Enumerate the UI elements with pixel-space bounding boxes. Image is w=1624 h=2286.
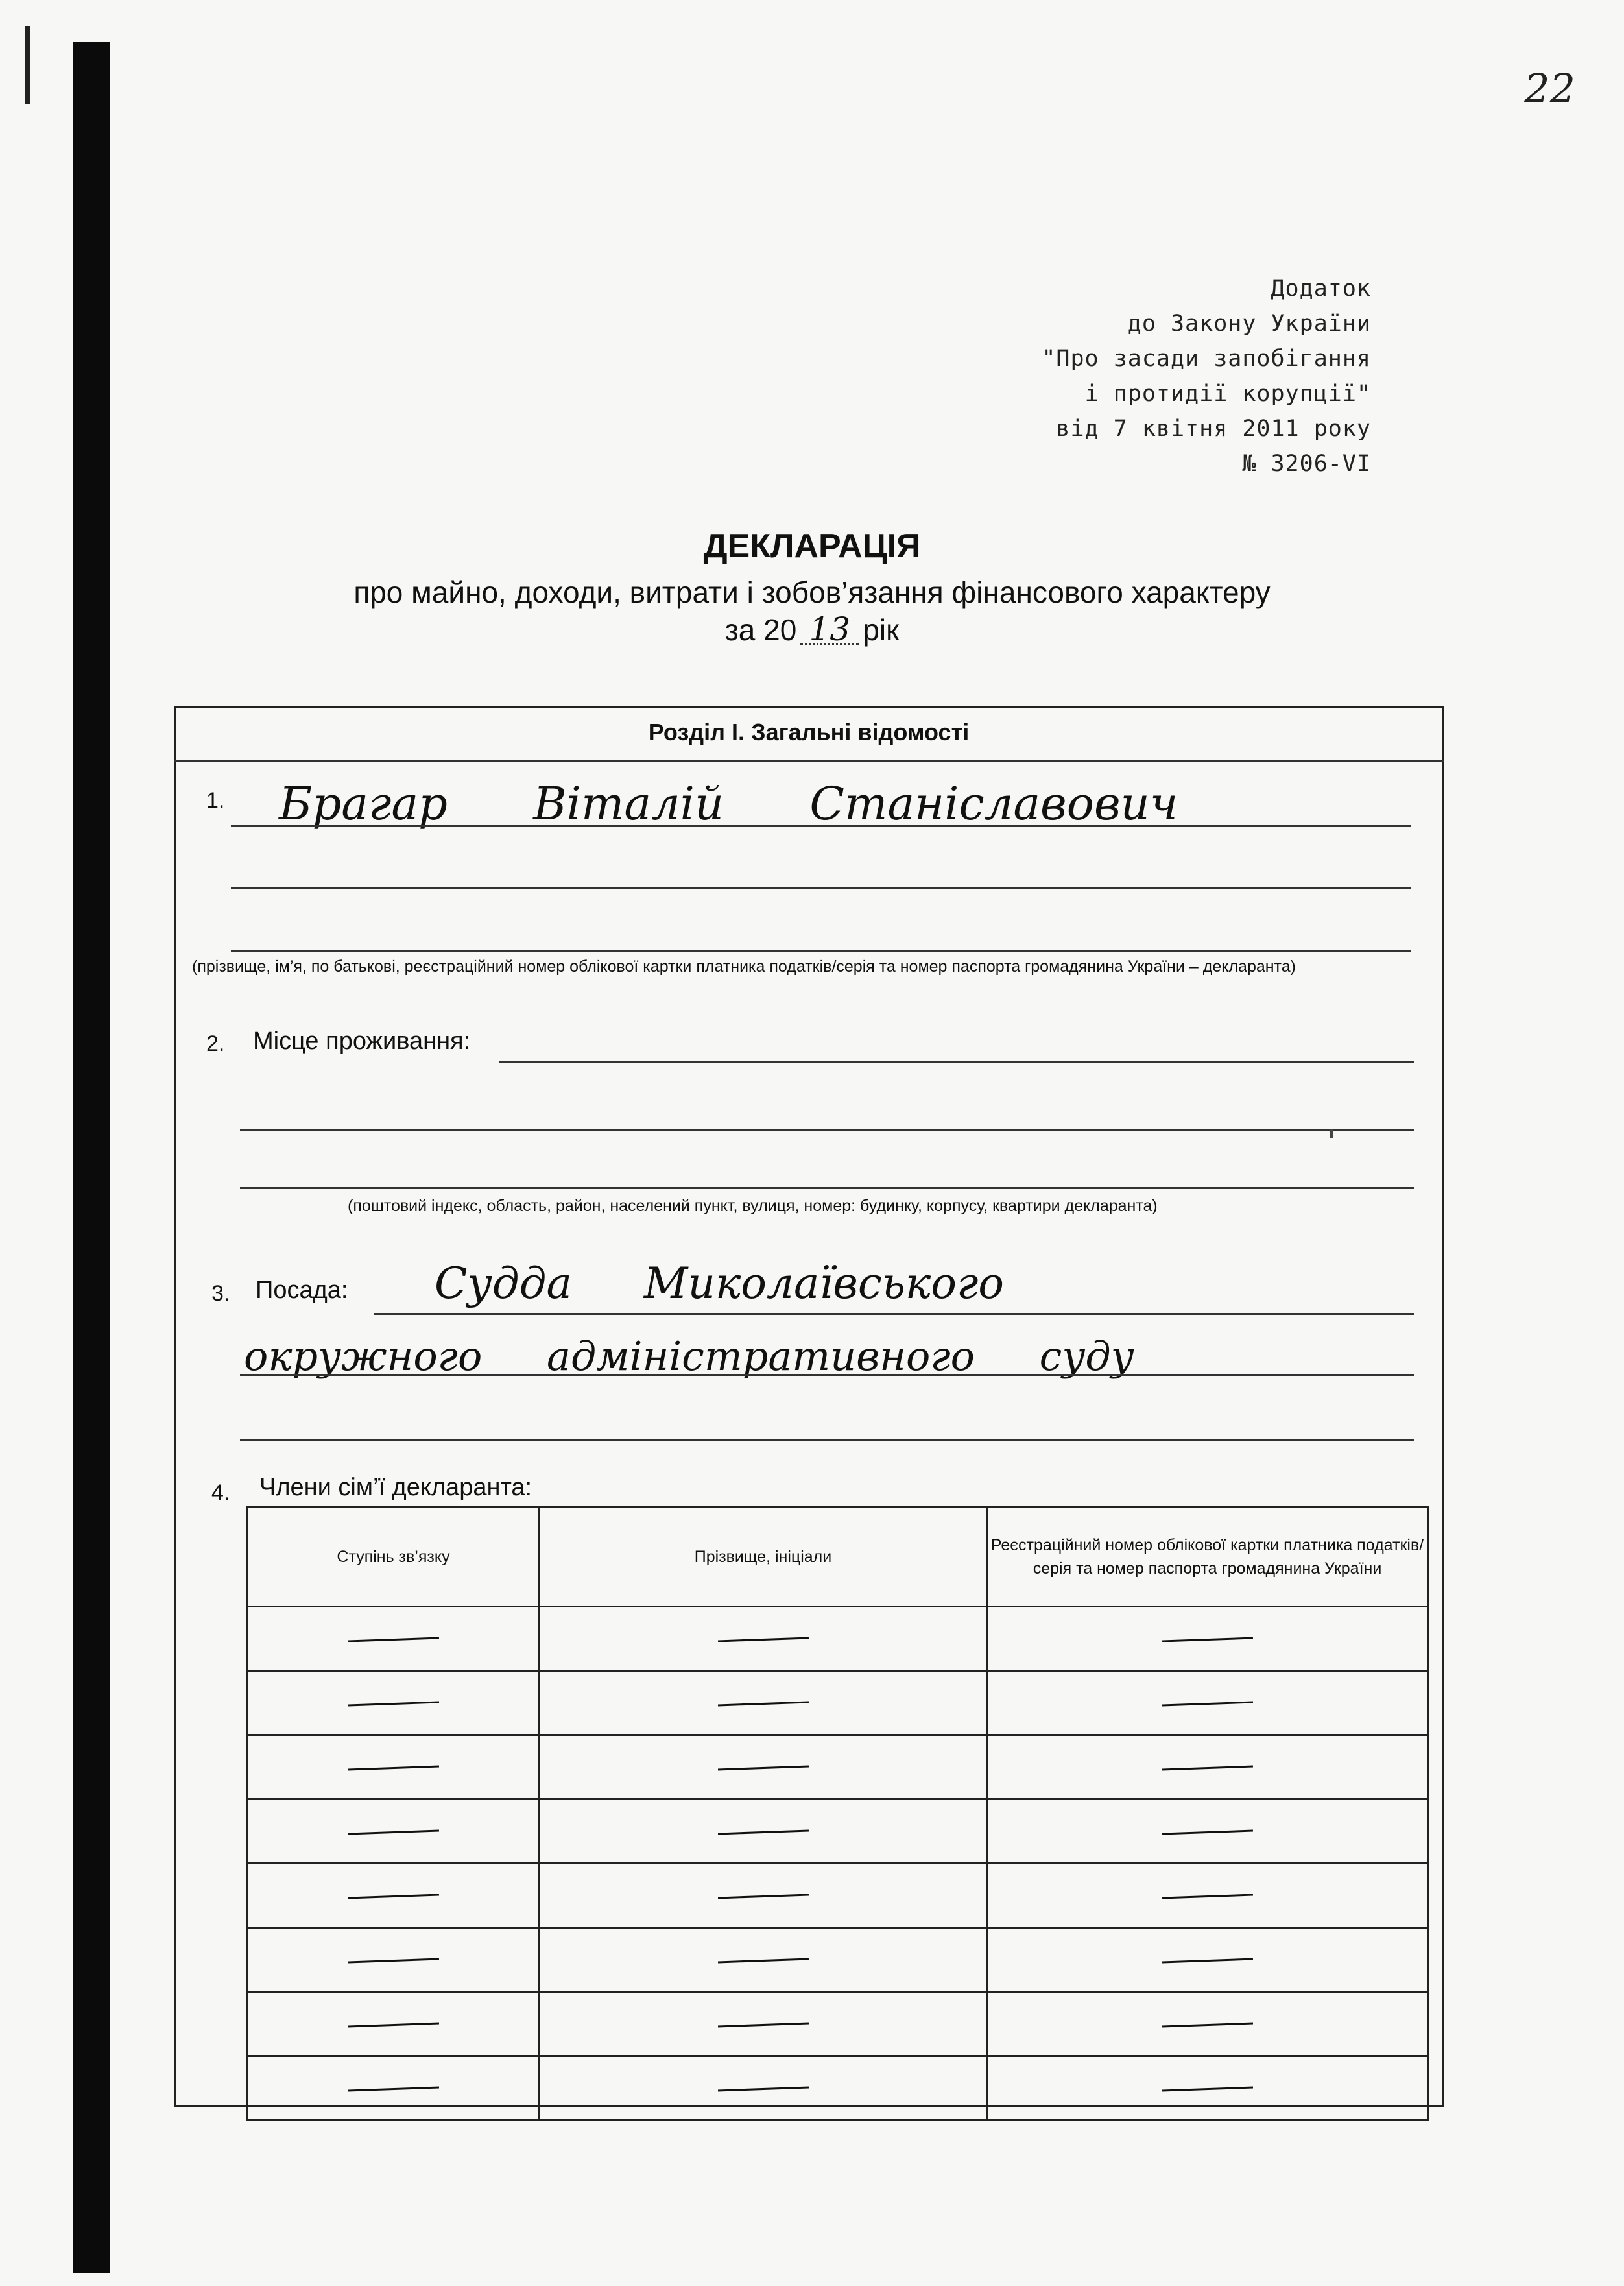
column-header-tax-id: Реєстраційний номер облікової картки платника податків/ серія та номер паспорта громадянина України xyxy=(987,1508,1428,1607)
table-cell xyxy=(540,1992,987,2056)
handwritten-dash xyxy=(1162,2087,1252,2092)
table-cell xyxy=(540,2056,987,2121)
scan-binding-strip xyxy=(73,42,110,2273)
handwritten-dash xyxy=(1162,1958,1252,1964)
handwritten-dash xyxy=(1162,1766,1252,1771)
table-cell xyxy=(540,1864,987,1928)
handwritten-dash xyxy=(717,1637,808,1642)
section-title-divider xyxy=(174,760,1444,762)
table-cell xyxy=(248,2056,540,2121)
residence-line xyxy=(240,1187,1414,1189)
table-cell xyxy=(540,1928,987,1992)
table-cell xyxy=(248,1992,540,2056)
table-cell xyxy=(248,1607,540,1671)
document-title: ДЕКЛАРАЦІЯ xyxy=(703,527,921,565)
handwritten-dash xyxy=(348,1702,438,1707)
appendix-line: до Закону України xyxy=(1127,311,1371,337)
declaration-year xyxy=(0,612,1624,647)
table-row xyxy=(248,1799,1428,1864)
position-line xyxy=(240,1439,1414,1441)
table-cell xyxy=(248,1735,540,1799)
table-cell xyxy=(248,1864,540,1928)
handwritten-dash xyxy=(717,1830,808,1835)
table-cell xyxy=(987,1928,1428,1992)
table-cell xyxy=(248,1671,540,1735)
table-cell xyxy=(987,1671,1428,1735)
table-cell xyxy=(540,1799,987,1864)
handwritten-dash xyxy=(348,1766,438,1771)
handwritten-dash xyxy=(348,1894,438,1899)
name-line xyxy=(231,887,1411,889)
table-row xyxy=(248,1864,1428,1928)
item-number: 4. xyxy=(211,1480,230,1505)
year-prefix: за 20 xyxy=(724,613,797,647)
handwritten-dash xyxy=(717,1766,808,1771)
appendix-line: Додаток xyxy=(1271,276,1371,302)
appendix-line: № 3206-VI xyxy=(1242,451,1371,477)
name-line xyxy=(231,950,1411,952)
document-subtitle: про майно, доходи, витрати і зобов’язання фінансового характеру xyxy=(353,575,1271,609)
table-cell xyxy=(987,2056,1428,2121)
table-cell xyxy=(540,1735,987,1799)
table-cell xyxy=(987,1864,1428,1928)
appendix-line: від 7 квітня 2011 року xyxy=(1056,416,1371,442)
handwritten-dash xyxy=(717,2087,808,2092)
item-number: 3. xyxy=(211,1281,230,1306)
field-caption: (прізвище, ім’я, по батькові, реєстраційний номер облікової картки платника податків/серія та номер паспорта громадянина України – декларанта) xyxy=(192,957,1296,976)
scan-speck xyxy=(1330,1129,1333,1138)
page-number: 22 xyxy=(1524,65,1575,112)
item-number: 1. xyxy=(206,788,225,813)
table-row xyxy=(248,2056,1428,2121)
handwritten-dash xyxy=(348,2087,438,2092)
table-cell xyxy=(248,1799,540,1864)
table-cell xyxy=(540,1671,987,1735)
handwritten-dash xyxy=(717,1958,808,1964)
table-row xyxy=(248,1992,1428,2056)
handwritten-position-line1: Судда Миколаївського xyxy=(435,1258,1005,1308)
handwritten-dash xyxy=(348,1958,438,1964)
year-handwritten-value: 13 xyxy=(800,616,859,645)
appendix-line: і протидії корупції" xyxy=(1084,381,1371,407)
residence-line xyxy=(240,1129,1414,1131)
item-number: 2. xyxy=(206,1031,225,1056)
column-header-relation: Ступінь зв’язку xyxy=(248,1508,540,1607)
table-cell xyxy=(987,1735,1428,1799)
appendix-line: "Про засади запобігання xyxy=(1042,346,1371,372)
family-members-table xyxy=(246,1506,1429,2121)
handwritten-dash xyxy=(1162,1830,1252,1835)
table-cell xyxy=(987,1799,1428,1864)
table-cell xyxy=(248,1928,540,1992)
table-header-row xyxy=(248,1508,1428,1607)
section-title: Розділ І. Загальні відомості xyxy=(648,719,970,745)
residence-label: Місце проживання: xyxy=(253,1028,471,1055)
handwritten-dash xyxy=(717,2023,808,2028)
year-suffix: рік xyxy=(863,613,900,647)
handwritten-dash xyxy=(348,1830,438,1835)
handwritten-dash xyxy=(717,1702,808,1707)
handwritten-dash xyxy=(717,1894,808,1899)
table-cell xyxy=(540,1607,987,1671)
handwritten-dash xyxy=(1162,2023,1252,2028)
position-line xyxy=(374,1313,1414,1315)
table-row xyxy=(248,1928,1428,1992)
handwritten-dash xyxy=(348,1637,438,1642)
table-row xyxy=(248,1607,1428,1671)
handwritten-dash xyxy=(1162,1894,1252,1899)
name-line xyxy=(231,825,1411,827)
field-caption: (поштовий індекс, область, район, населений пункт, вулиця, номер: будинку, корпусу, квартири декларанта) xyxy=(348,1197,1158,1215)
table-cell xyxy=(987,1992,1428,2056)
position-line xyxy=(240,1374,1414,1376)
table-cell xyxy=(987,1607,1428,1671)
appendix-block xyxy=(1042,271,1371,481)
family-members-label: Члени сім’ї декларанта: xyxy=(259,1474,532,1501)
handwritten-dash xyxy=(1162,1637,1252,1642)
handwritten-dash xyxy=(348,2023,438,2028)
table-row xyxy=(248,1671,1428,1735)
residence-line xyxy=(499,1061,1414,1063)
column-header-name: Прізвище, ініціали xyxy=(540,1508,987,1607)
position-label: Посада: xyxy=(256,1277,348,1304)
handwritten-position-line2: окружного адміністративного суду xyxy=(244,1332,1134,1380)
handwritten-full-name: Брагар Віталій Станіславович xyxy=(279,777,1178,830)
scan-edge-mark xyxy=(25,26,30,104)
table-row xyxy=(248,1735,1428,1799)
handwritten-dash xyxy=(1162,1702,1252,1707)
